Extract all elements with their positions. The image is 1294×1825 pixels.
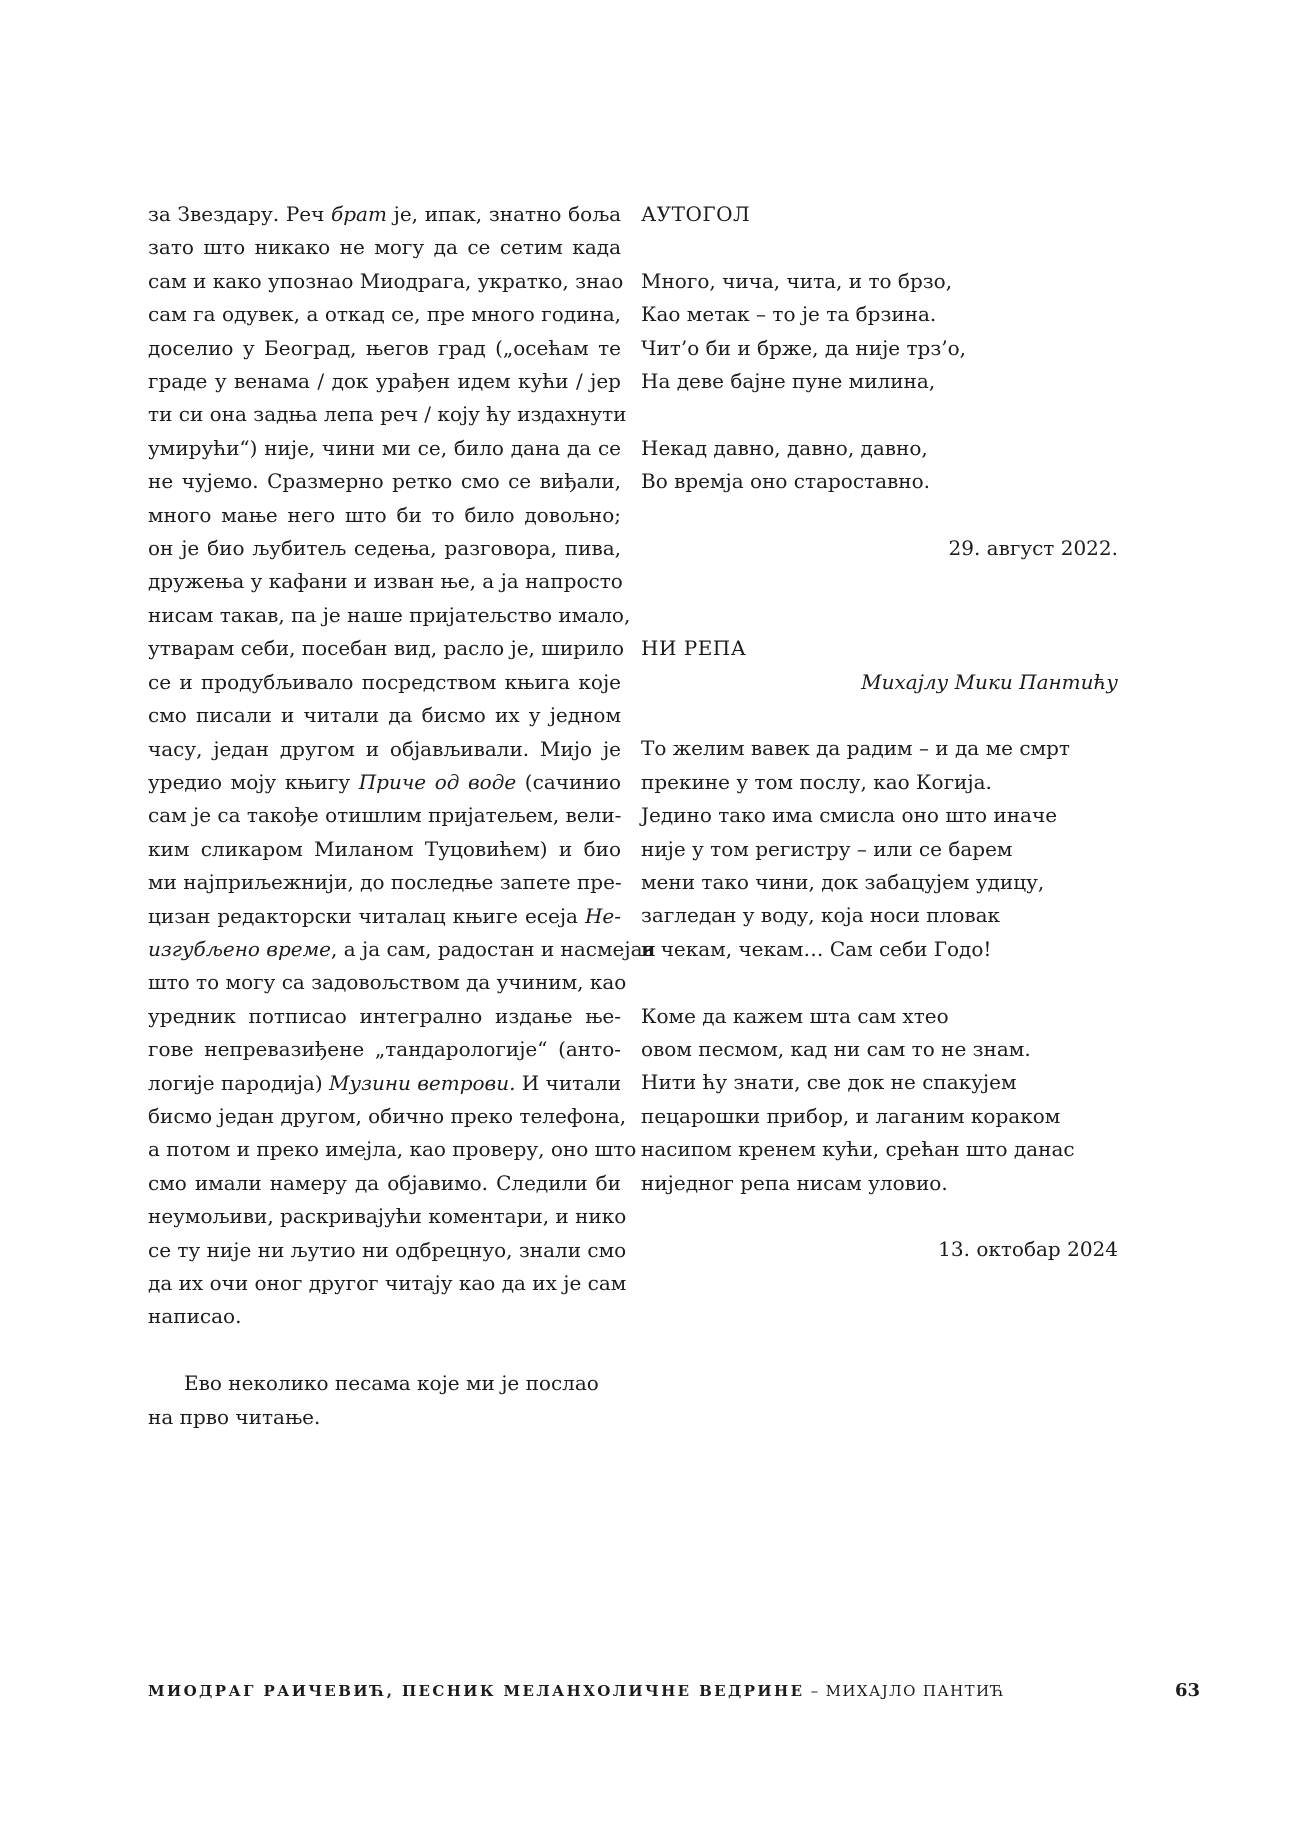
footer-separator: – — [804, 1682, 826, 1700]
poem-stanza — [641, 1000, 1118, 1200]
text-line: Ево неколико песама које ми је послао — [184, 1371, 599, 1396]
text-run: сам га одувек, а откад се, пре много година, — [148, 302, 621, 327]
text-line — [148, 198, 621, 231]
text-run: уредио моју књигу — [148, 769, 359, 794]
text-run: нисам такав, па је наше пријатељство имало, — [148, 602, 631, 627]
text-run: што то могу са задовољством да учиним, као — [148, 970, 627, 995]
poem-line: То желим вавек да радим – и да ме смрт — [641, 736, 1070, 761]
footer-author: МИХАЈЛО ПАНТИЋ — [825, 1682, 1006, 1700]
poem-title-ni-repa: НИ РЕПА — [641, 636, 747, 661]
text-line — [148, 1267, 627, 1300]
text-line — [148, 699, 621, 732]
text-run: бисмо један другом, обично преко телефона, — [148, 1103, 627, 1128]
text-run: се ту није ни љутио ни одбрецнуо, знали смо — [148, 1237, 627, 1262]
stanza-gap — [641, 1200, 1118, 1233]
poem-line: ниједног репа нисам уловио. — [641, 1170, 948, 1195]
left-column — [148, 198, 656, 1434]
text-run: написао. — [148, 1304, 242, 1329]
poem-line: прекине у том послу, као Когија. — [641, 769, 992, 794]
stanza-gap — [641, 231, 1118, 264]
running-footer — [148, 1676, 1005, 1706]
text-run: логије пародија) — [148, 1070, 329, 1095]
text-line — [148, 833, 621, 866]
text-run: смо имали намеру да објавимо. Следили би — [148, 1170, 621, 1195]
text-line — [148, 933, 656, 966]
poem-line: Коме да кажем шта сам хтео — [641, 1003, 949, 1028]
text-line — [148, 1200, 627, 1233]
poem-line: загледан у воду, која носи пловак — [641, 903, 1001, 928]
text-run: неумољиви, раскривајући коментари, и нико — [148, 1204, 627, 1229]
text-run: он је био љубитељ седења, разговора, пива, — [148, 536, 621, 561]
poem-line: и чекам, чекам… Сам себи Годо! — [641, 936, 992, 961]
text-line — [148, 1300, 621, 1333]
text-line: на прво читање. — [148, 1404, 321, 1429]
text-run: ким сликаром Миланом Туцовићем) и био — [148, 836, 621, 861]
text-line — [148, 766, 621, 799]
poem-stanza — [641, 432, 1118, 499]
poem-dedication — [641, 666, 1118, 699]
text-run: ти си она задња лепа реч / коју ћу издахнути — [148, 402, 627, 427]
text-run: ми најприљежнији, до последње запете пре- — [148, 870, 622, 895]
right-column — [641, 198, 1118, 1267]
page-number: 63 — [1174, 1680, 1200, 1701]
italic-title: Музини ветрови. — [328, 1070, 516, 1095]
poem-line: овом песмом, кад ни сам то не знам. — [641, 1037, 1031, 1062]
text-line — [148, 365, 621, 398]
text-run: се и продубљивало посредством књига које — [148, 669, 621, 694]
text-line — [148, 332, 621, 365]
page-footer — [148, 1676, 1200, 1706]
text-line — [148, 565, 621, 598]
text-line — [148, 1234, 627, 1267]
poem-stanza — [641, 265, 1118, 399]
poem-line: Чит’о би и брже, да није трз’о, — [641, 335, 966, 360]
text-line — [148, 966, 627, 999]
stanza-gap — [641, 499, 1118, 532]
essay-paragraph-closing — [148, 1367, 621, 1434]
text-run: сам је са такође отишлим пријатељем, вели- — [148, 803, 622, 828]
text-run: уредник потписао интегрално издање ње- — [148, 1003, 621, 1028]
text-run: зато што никако не могу да се сетим када — [148, 235, 621, 260]
poem-line: Као метак – то је та брзина. — [641, 302, 937, 327]
poem-line: Нити ћу знати, све док не спакујем — [641, 1070, 1017, 1095]
text-run: граде у венама / док урађен идем кући / јер — [148, 369, 621, 394]
text-line — [148, 799, 621, 832]
text-run: а потом и преко имејла, као проверу, оно што — [148, 1137, 637, 1162]
poem-line: Једино тако има смисла оно што иначе — [641, 803, 1058, 828]
section-gap — [641, 599, 1118, 632]
text-line — [148, 532, 621, 565]
poem-title-autogol: АУТОГОЛ — [641, 202, 751, 226]
text-line — [148, 465, 621, 498]
italic-title: брат — [331, 202, 387, 226]
text-run: гове непревазиђене „тандарологије“ (анто- — [148, 1037, 621, 1062]
text-line — [148, 1133, 637, 1166]
text-run: је, ипак, знатно боља — [386, 202, 621, 226]
dedication-text: Михајлу Мики Пантићу — [861, 669, 1118, 694]
poem-line: Много, чича, чита, и то брзо, — [641, 268, 953, 293]
stanza-gap — [641, 398, 1118, 431]
poem-date: 29. август 2022. — [948, 536, 1118, 561]
text-line — [148, 1033, 621, 1066]
text-run: дружења у кафани и изван ње, а ја напросто — [148, 569, 623, 594]
paragraph-gap — [148, 1334, 621, 1367]
poem-line: Во времја оно староставно. — [641, 469, 931, 494]
text-run: не чујемо. Сразмерно ретко смо се виђали, — [148, 469, 621, 494]
italic-title: изгубљено време — [148, 936, 331, 961]
poem-line: Некад давно, давно, давно, — [641, 435, 928, 460]
poem-line: пецарошки прибор, и лаганим кораком — [641, 1103, 1061, 1128]
stanza-gap — [641, 699, 1118, 732]
text-line — [148, 432, 621, 465]
text-run: смо писали и читали да бисмо их у једном — [148, 703, 621, 728]
section-gap — [641, 565, 1118, 598]
stanza-gap — [641, 966, 1118, 999]
italic-title: Приче од воде — [358, 769, 517, 794]
text-line — [148, 599, 631, 632]
text-run: утварам себи, посебан вид, расло је, ширило — [148, 636, 625, 661]
text-run: (сачинио — [516, 769, 621, 794]
text-line — [148, 231, 621, 264]
text-line — [148, 298, 621, 331]
text-line — [148, 1167, 621, 1200]
text-line — [148, 733, 621, 766]
footer-title: МИОДРАГ РАИЧЕВИЋ, ПЕСНИК МЕЛАНХОЛИЧНЕ ВЕДРИНЕ — [148, 1682, 805, 1700]
text-line — [148, 398, 627, 431]
poem-line: На деве бајне пуне милина, — [641, 369, 936, 394]
poem-line: није у том регистру – или се барем — [641, 836, 1013, 861]
text-line — [148, 866, 621, 899]
text-run: И читали — [515, 1070, 622, 1095]
text-run: доселио у Београд, његов град („осећам те — [148, 335, 621, 360]
text-line — [148, 499, 621, 532]
text-line — [148, 1100, 627, 1133]
text-run: много мање него што би то било довољно; — [148, 502, 621, 527]
text-run: за Звездару. Реч — [148, 202, 332, 226]
text-line — [148, 900, 621, 933]
italic-title: Не- — [584, 903, 621, 928]
text-line — [148, 666, 621, 699]
text-run: цизан редакторски читалац књиге есеја — [148, 903, 585, 928]
essay-paragraph — [148, 198, 656, 1334]
poem-date: 13. октобар 2024 — [938, 1237, 1118, 1262]
text-run: умирући“) није, чини ми се, било дана да се — [148, 435, 621, 460]
text-line — [148, 632, 625, 665]
text-run: да их очи оног другог читају као да их је сам — [148, 1271, 627, 1295]
poem-stanza — [641, 732, 1118, 966]
poem-line: насипом кренем кући, срећан што данас — [641, 1137, 1075, 1162]
text-line — [148, 265, 624, 298]
text-run: сам и како упознао Миодрага, укратко, знао — [148, 268, 624, 293]
text-run: , а ја сам, радостан и насмејан — [331, 936, 656, 961]
text-run: часу, један другом и објављивали. Мијо је — [148, 736, 621, 761]
text-line — [148, 1067, 621, 1100]
text-line — [148, 1000, 621, 1033]
poem-line: мени тако чини, док забацујем удицу, — [641, 870, 1045, 895]
